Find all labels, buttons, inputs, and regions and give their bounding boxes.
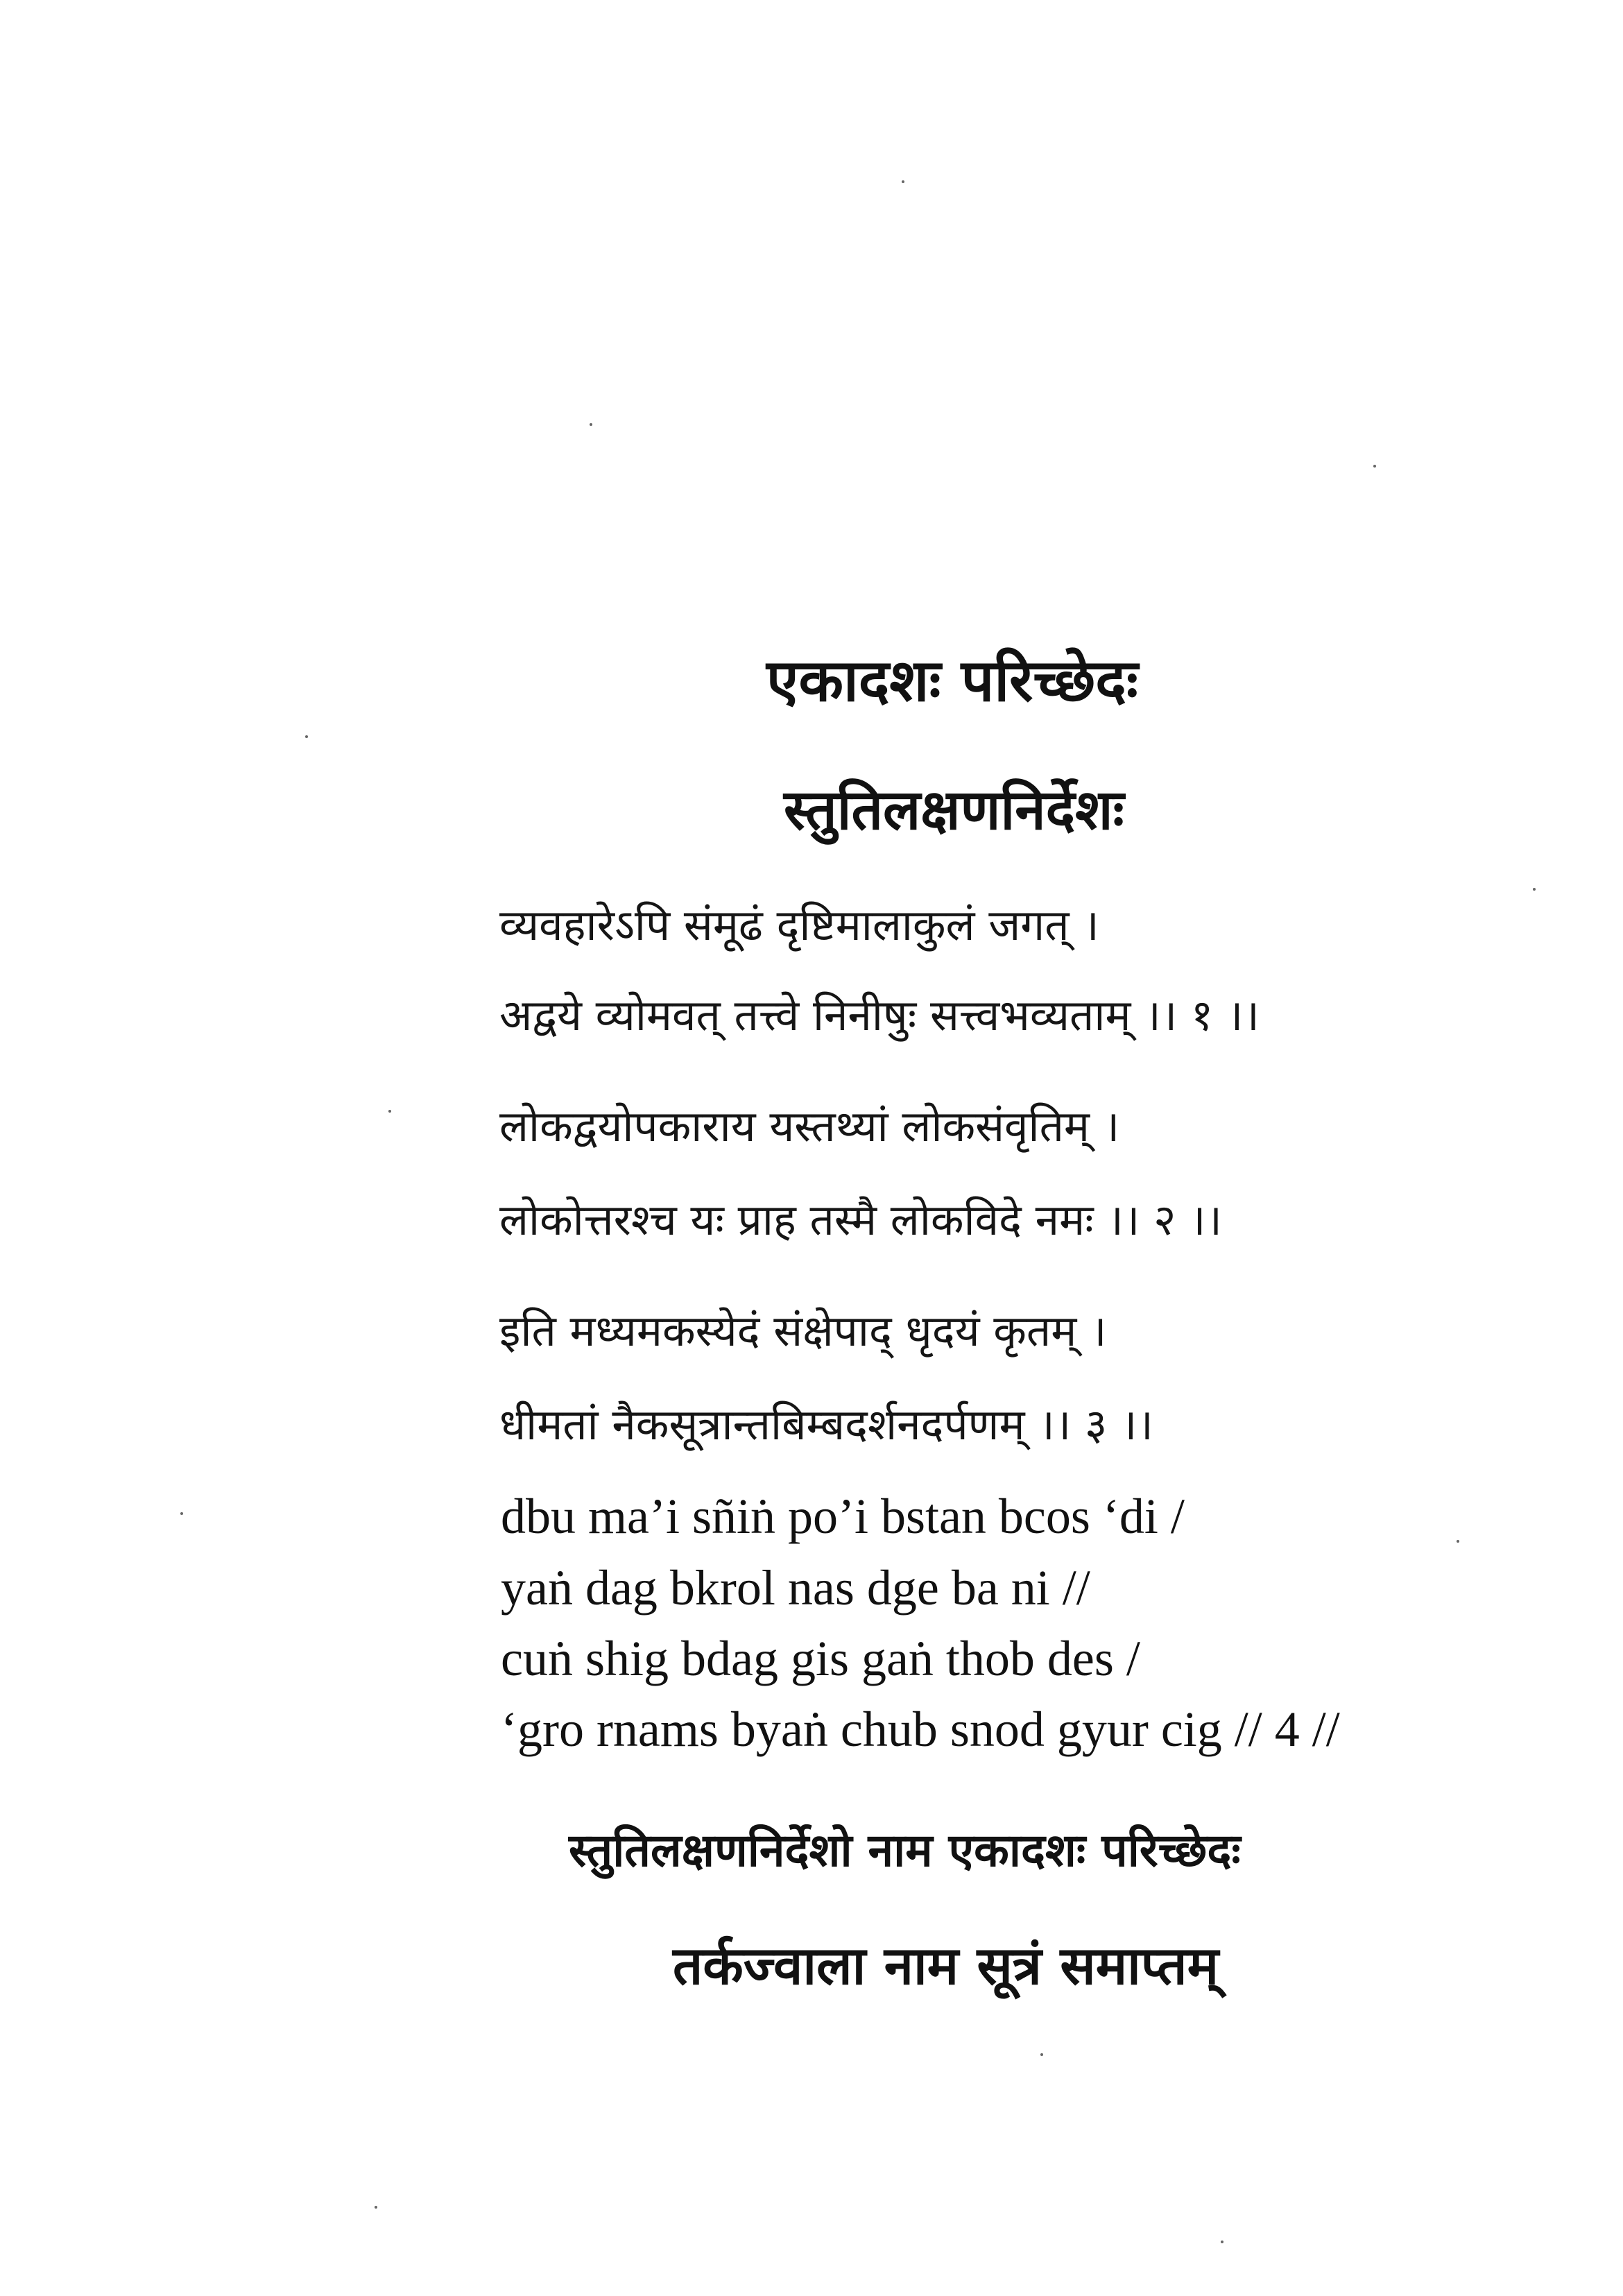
colophon-text-end: तर्कज्वाला नाम सूत्रं समाप्तम् (673, 1935, 1219, 1996)
tibetan-translit-line-3: cuṅ shig bdag gis gaṅ thob des / (501, 1631, 1140, 1686)
scan-speck (1533, 888, 1536, 891)
scan-speck (1221, 2241, 1223, 2243)
chapter-title: एकादशः परिच्छेदः (766, 646, 1138, 714)
section-title: स्तुतिलक्षणनिर्देशः (784, 778, 1124, 842)
tibetan-translit-line-4: ‘gro rnams byaṅ chub snod gyur cig // 4 // (501, 1702, 1340, 1757)
verse-2-line-2: लोकोत्तरश्च यः प्राह तस्मै लोकविदे नमः ।। २ ।। (499, 1194, 1223, 1245)
colophon-chapter-end: स्तुतिलक्षणनिर्देशो नाम एकादशः परिच्छेदः (569, 1824, 1241, 1877)
scan-speck (305, 735, 308, 738)
scan-speck (590, 423, 592, 426)
tibetan-translit-line-2: yaṅ dag bkrol nas dge ba ni // (501, 1560, 1090, 1616)
scan-speck (388, 1110, 391, 1113)
scan-speck (1457, 1540, 1459, 1543)
verse-2-line-1: लोकद्वयोपकाराय यस्तथ्यां लोकसंवृतिम् । (499, 1101, 1120, 1151)
verse-3-line-1: इति मध्यमकस्येदं संक्षेपाद् धृदयं कृतम् । (499, 1305, 1107, 1356)
scan-speck (375, 2206, 377, 2209)
verse-3-line-2: धीमतां नैकसूत्रान्तबिम्बदर्शनदर्पणम् ।। ३ ।। (499, 1399, 1153, 1450)
scan-speck (1373, 465, 1376, 468)
scan-speck (1040, 2053, 1043, 2056)
verse-1-line-2: अद्वये व्योमवत् तत्त्वे निनीषुः सत्त्वभव्यताम् ।। १ ।। (499, 990, 1260, 1040)
scan-speck (902, 180, 904, 183)
scan-speck (180, 1512, 183, 1515)
verse-1-line-1: व्यवहारेऽपि संमूढं दृष्टिमालाकुलं जगत् । (499, 900, 1099, 950)
tibetan-translit-line-1: dbu ma’i sñiṅ po’i bstan bcos ‘di / (501, 1489, 1185, 1544)
